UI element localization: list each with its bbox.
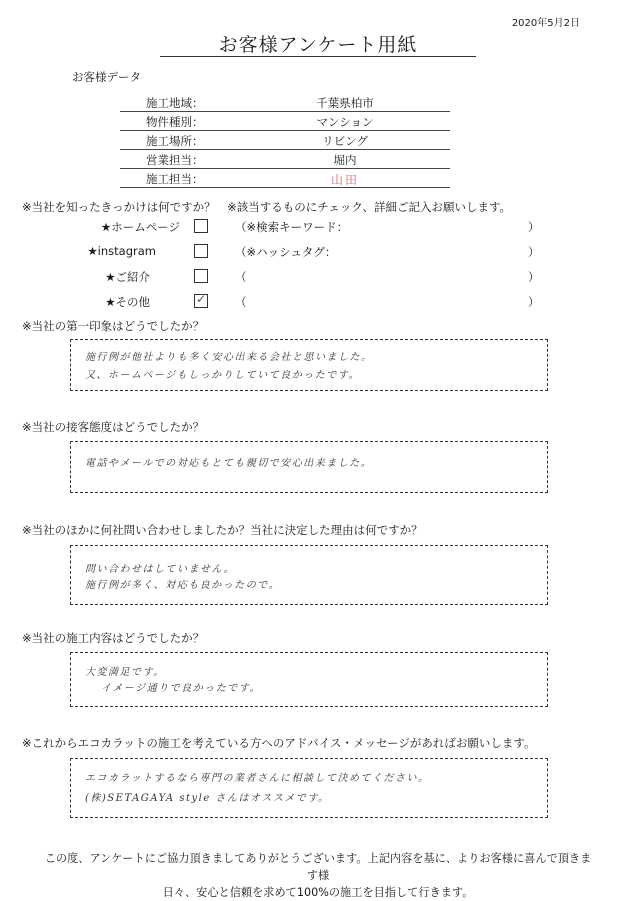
- answer-line: 電話やメールでの対応もとても親切で安心出来ました。: [85, 458, 373, 469]
- customer-key: 施工地域：: [146, 96, 204, 110]
- source-label-homepage: ★ホームページ: [100, 220, 180, 234]
- customer-row-property-type: [120, 113, 450, 131]
- answer-line: エコカラットするなら専門の業者さんに相談して決めてください。: [85, 773, 430, 784]
- close-paren: ）: [528, 245, 540, 259]
- close-paren: ）: [528, 270, 540, 284]
- question-other-companies: ※当社のほかに何社問い合わせしましたか？当社に決定した理由は何ですか？: [22, 523, 423, 537]
- customer-key: 営業担当：: [146, 153, 204, 167]
- source-label-instagram: ★instagram: [87, 244, 156, 258]
- answer-line: (株)SETAGAYA style さんはオススメです。: [85, 793, 330, 804]
- source-detail-referral: （: [235, 270, 247, 284]
- answer-box-work-quality[interactable]: [70, 652, 548, 707]
- source-label-referral: ★ご紹介: [105, 270, 150, 284]
- footer-line-1: この度、アンケートにご協力頂きましてありがとうございます。上記内容を基に、よりお客様に喜んで頂きます様: [44, 852, 592, 882]
- instagram-checkbox[interactable]: [194, 244, 208, 258]
- customer-row-installer: [120, 170, 450, 188]
- other-checkbox[interactable]: [194, 294, 208, 308]
- customer-section-label: お客様データ: [72, 70, 141, 84]
- answer-line: 又、ホームページもしっかりしていて良かったです。: [85, 370, 360, 381]
- customer-value: リビング: [322, 134, 368, 148]
- close-paren: ）: [528, 220, 540, 234]
- customer-key: 施工担当：: [146, 172, 204, 186]
- customer-value: 千葉県柏市: [316, 96, 374, 110]
- question-advice: ※これからエコカラットの施工を考えている方へのアドバイス・メッセージがあればお願いします。: [22, 736, 536, 750]
- answer-line: 施行例が多く、対応も良かったので。: [85, 580, 281, 591]
- survey-date: 2020年5月2日: [511, 18, 580, 29]
- answer-line: 問い合わせはしていません。: [85, 564, 236, 575]
- source-detail-homepage: （※検索キーワード：: [235, 220, 349, 234]
- title-underline: [160, 56, 476, 57]
- answer-box-other-companies[interactable]: [70, 545, 548, 605]
- customer-row-location: [120, 132, 450, 150]
- close-paren: ）: [528, 295, 540, 309]
- footer-message: [40, 850, 596, 901]
- customer-key: 物件種別：: [146, 115, 204, 129]
- footer-line-2: 日々、安心と信頼を求めて100%の施工を目指して行きます。: [162, 886, 474, 899]
- customer-row-area: [120, 94, 450, 112]
- answer-line: 施行例が他社よりも多く安心出来る会社と思いました。: [85, 352, 373, 363]
- answer-box-advice[interactable]: [70, 758, 548, 818]
- homepage-checkbox[interactable]: [194, 219, 208, 233]
- source-label-other: ★その他: [105, 295, 150, 309]
- source-detail-instagram: （※ハッシュタグ：: [235, 245, 337, 259]
- customer-value: マンション: [316, 115, 374, 129]
- referral-checkbox[interactable]: [194, 269, 208, 283]
- answer-box-service-attitude[interactable]: [70, 441, 548, 493]
- question-first-impression: ※当社の第一印象はどうでしたか？: [22, 319, 205, 333]
- customer-value: 堀内: [333, 153, 357, 167]
- source-detail-other: （: [235, 295, 247, 309]
- customer-key: 施工場所：: [146, 134, 204, 148]
- customer-value-handwritten: 山田: [330, 173, 359, 187]
- answer-box-first-impression[interactable]: [70, 339, 548, 391]
- source-question: ※当社を知ったきっかけは何ですか？ ※該当するものにチェック、詳細ご記入お願いします。: [22, 200, 512, 214]
- answer-line: 大変満足です。: [85, 667, 165, 678]
- customer-row-sales-rep: [120, 151, 450, 169]
- answer-line: イメージ通りで良かったです。: [101, 683, 261, 694]
- question-work-quality: ※当社の施工内容はどうでしたか？: [22, 631, 205, 645]
- page-title: お客様アンケート用紙: [218, 34, 418, 56]
- check-mark-icon: ✓: [196, 292, 207, 306]
- question-service-attitude: ※当社の接客態度はどうでしたか？: [22, 420, 205, 434]
